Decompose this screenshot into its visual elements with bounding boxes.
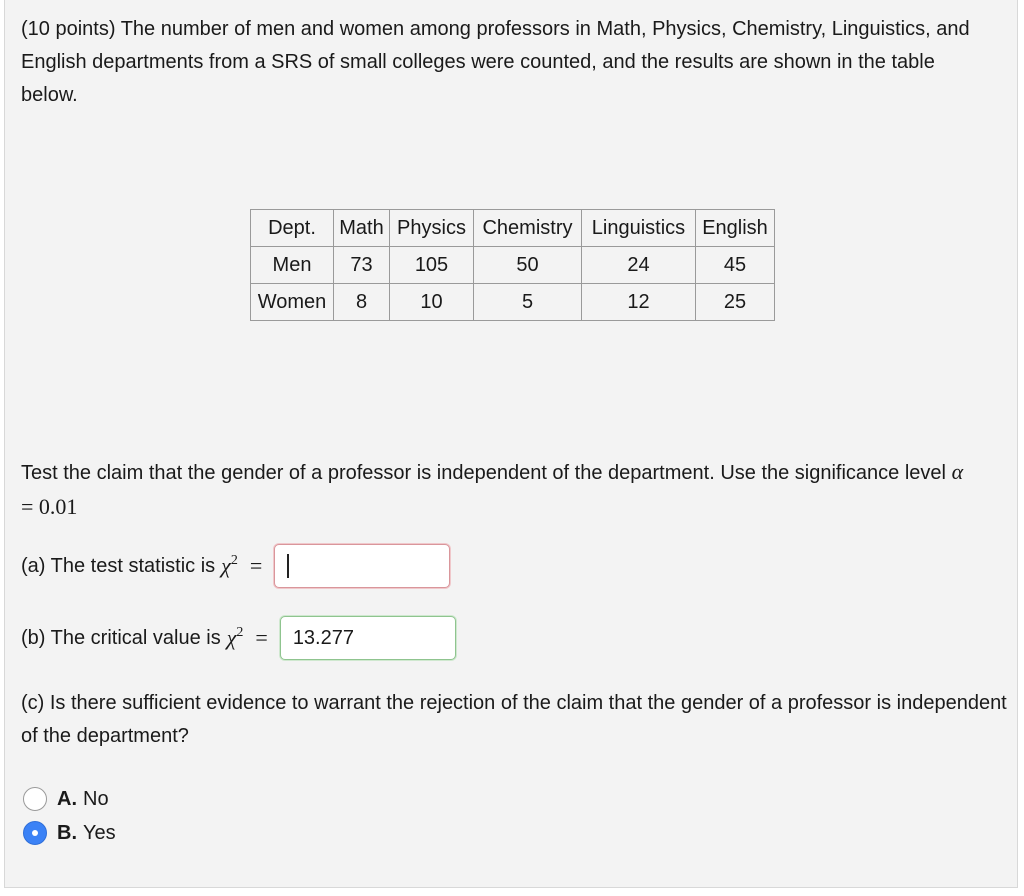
radio-unselected-icon[interactable] [23, 787, 47, 811]
table-header-cell: Linguistics [582, 210, 696, 247]
table-cell: 50 [474, 247, 582, 284]
critical-value-input[interactable] [280, 616, 456, 660]
table-cell: 12 [582, 284, 696, 321]
option-label: No [83, 787, 109, 810]
claim-text [21, 455, 981, 525]
alpha-value: 0.01 [38, 494, 78, 519]
part-a-label: (a) The test statistic is [21, 554, 216, 577]
table-header-cell: Dept. [251, 210, 334, 247]
table-cell: 8 [334, 284, 390, 321]
table-header-cell: English [696, 210, 775, 247]
option-letter: B. [57, 821, 77, 844]
alpha-equals: = [21, 494, 34, 519]
critical-value: 13.277 [292, 626, 354, 649]
table-cell: 25 [696, 284, 775, 321]
table-header-row [251, 210, 775, 247]
table-header-cell: Chemistry [474, 210, 582, 247]
chi-square-symbol: $\chi^2$ = [221, 553, 263, 578]
test-statistic-input[interactable] [274, 544, 450, 588]
option-b-yes[interactable] [23, 821, 116, 845]
table-row [251, 247, 775, 284]
table-header-cell: Physics [390, 210, 474, 247]
table-header-cell: Math [334, 210, 390, 247]
radio-selected-icon[interactable] [23, 821, 47, 845]
table-cell: Men [251, 247, 334, 284]
part-b-label: (b) The critical value is [21, 626, 221, 649]
table-cell: 10 [390, 284, 474, 321]
question-intro: (10 points) The number of men and women among professors in Math, Physics, Chemistry, Linguistics, and English departments from a SRS of small colleges were counted, and the results are shown in the table below. [21, 18, 970, 106]
option-letter: A. [57, 787, 77, 810]
table-cell: 105 [390, 247, 474, 284]
text-caret [287, 554, 289, 578]
part-c-question: (c) Is there sufficient evidence to warrant the rejection of the claim that the gender of a professor is independent of the department? [21, 692, 1007, 747]
option-label: Yes [83, 821, 116, 844]
table-cell: 45 [696, 247, 775, 284]
alpha-symbol: α [951, 459, 964, 484]
table-row [251, 284, 775, 321]
data-table [250, 209, 775, 321]
part-a-row [21, 542, 450, 590]
table-cell: 73 [334, 247, 390, 284]
chi-square-symbol: $\chi^2$ = [226, 625, 268, 650]
table-cell: 24 [582, 247, 696, 284]
table-cell: Women [251, 284, 334, 321]
table-cell: 5 [474, 284, 582, 321]
part-b-row [21, 614, 456, 662]
claim-sentence: Test the claim that the gender of a professor is independent of the department. Use the significance level [21, 462, 946, 484]
question-panel [4, 0, 1018, 888]
option-a-no[interactable] [23, 787, 109, 811]
